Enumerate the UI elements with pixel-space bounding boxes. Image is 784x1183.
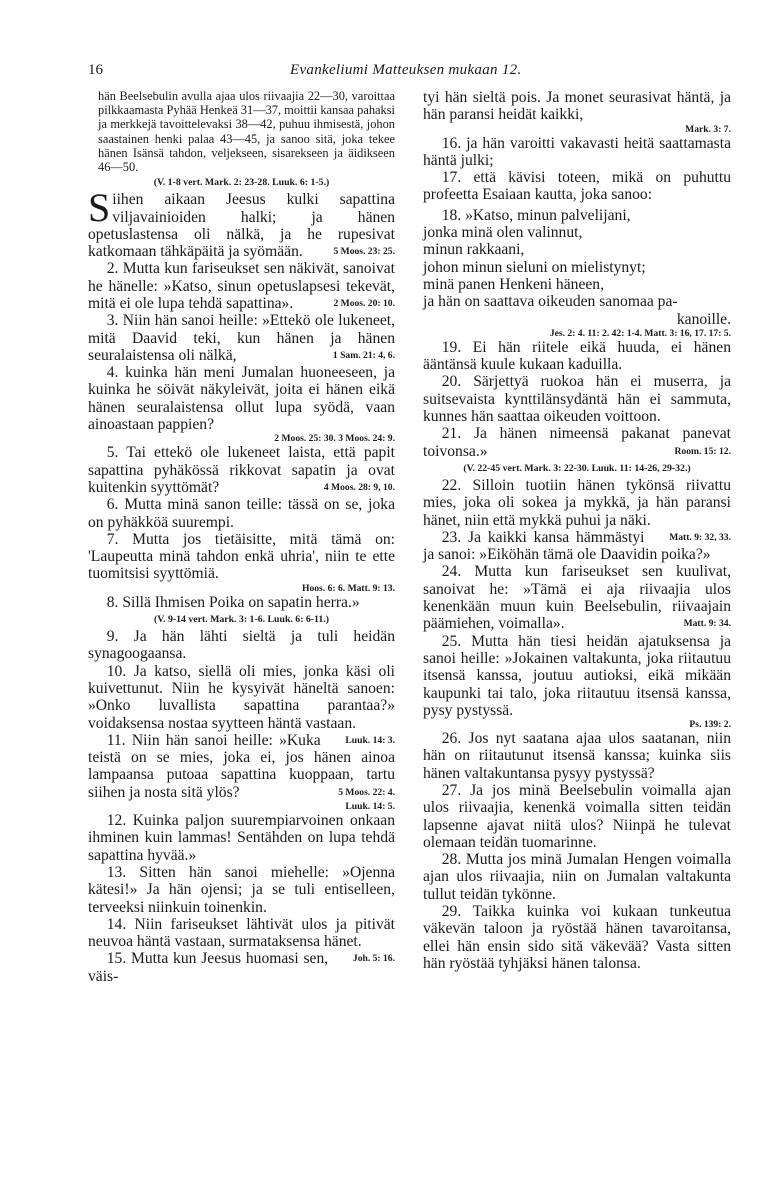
verse-14: 14. Niin fariseukset lähtivät ulos ja pitivät neuvoa häntä vastaan, surmataksensa hänet. Joh. 5: 16. [88, 916, 395, 951]
poem-line: minun rakkaani, [423, 241, 525, 259]
poem-line: ja hän on saattava oikeuden sanomaa pa- [423, 293, 678, 311]
verse-28: 28. Mutta jos minä Jumalan Hengen voimalla ajan ulos riivaajia, niin on Jumalan valtakunta tullut teidän tykönne. [423, 851, 731, 903]
verse-20: 20. Särjettyä ruokoa hän ei muserra, ja suitsevaista kynttilänsydäntä hän ei sammuta, kunnes hän saattaa oikeuden voittoon. [423, 373, 731, 426]
verse-11: 11. Niin hän sanoi heille: »Kuka teistä on se mies, joka ei, jos hänen ainoa lampaansa putoaa sapattina kuoppaan, tartu siihen ja nosta sitä ylös? 5 Moos. 22: 4. [88, 731, 395, 801]
verse-reference: Luuk. 14: 3. [345, 734, 395, 746]
verse-15-continued: tyi hän sieltä pois. Ja monet seurasivat häntä, ja hän paransi heidät kaikki, [423, 89, 731, 124]
verse-5: 5. Tai ettekö ole lukeneet laista, että papit sapattina pyhäkössä rikkovat sapatin ja ovat kuitenkin syyttömät? 4 Moos. 28: 9, 10. [88, 444, 395, 496]
page-number: 16 [88, 62, 103, 78]
verse-reference: Jes. 2: 4. 11: 2. 42: 1-4. Matt. 3: 16, 17. 17: 5. [549, 327, 731, 339]
verse-18-poem [423, 207, 731, 328]
verse-8: 8. Sillä Ihmisen Poika on sapatin herra.» [106, 593, 360, 611]
verse-19: 19. Ei hän riitele eikä huuda, ei hänen ääntänsä kuule kukaan kaduilla. [423, 338, 731, 374]
verse-13: 13. Sitten hän sanoi miehelle: »Ojenna kätesi!» Ja hän ojensi; ja se tuli entiselleen, terveeksi niinkuin toinenkin. [88, 863, 395, 916]
left-column [88, 89, 395, 985]
verse-26: 26. Jos nyt saatana ajaa ulos saatanan, niin hän on riitautunut itsensä kanssa; kuinka siis hänen valtakuntansa pysyy pystyssä? [423, 730, 731, 782]
cross-reference-heading: (V. 1-8 vert. Mark. 2: 23-28. Luuk. 6: 1-5.) [153, 177, 330, 189]
verse-25: 25. Mutta hän tiesi heidän ajatuksensa ja sanoi heille: »Jokainen valtakunta, joka riitautuu itsensä kanssa, joutuu autioksi, eikä mikään kaupunki tai talo, joka riitautuu itsensä kanssa, pysy pystyssä. [423, 632, 731, 719]
verse-27: 27. Ja jos minä Beelsebulin voimalla ajan ulos riivaajia, kenenkä voimalla sitten teidän lapsenne ajavat niitä ulos? Niinpä he tulevat olemaan teidän tuomarinne. [423, 781, 731, 851]
verse-1: Siihen aikaan Jeesus kulki sapattina viljavainioiden halki; ja hänen opetuslastensa oli nälkä, ja he rupesivat katkomaan tähkäpäitä ja syömään. 5 Moos. 23: 25. [88, 185, 395, 261]
poem-line: kanoille. [676, 310, 731, 328]
verse-reference: 2 Moos. 20: 10. [333, 298, 395, 309]
drop-cap: S [88, 185, 111, 231]
verse-10: 10. Ja katso, siellä oli mies, jonka käsi oli kuivettunut. Niin he kysyivät häneltä sanoen: »Onko luvallista sapattina parantaa?» voidaksensa nostaa syytteen häntä vastaan. Luuk. 14: 3. [88, 663, 395, 732]
right-column [423, 89, 731, 972]
verse-reference: Ps. 139: 2. [689, 719, 731, 731]
poem-line: 18. »Katso, minun palvelijani, [441, 206, 631, 224]
verse-12: 12. Kuinka paljon suurempiarvoinen onkaan ihminen kuin lammas! Sentähden on lupa tehdä sapattina hyvää.» [88, 812, 395, 864]
verse-reference: Luuk. 14: 5. [345, 801, 395, 813]
cross-reference-heading: (V. 22-45 vert. Mark. 3: 22-30. Luuk. 11: 14-26, 29-32.) [463, 462, 691, 474]
verse-reference: Hoos. 6: 6. Matt. 9: 13. [302, 582, 395, 594]
verse-reference: 5 Moos. 23: 25. [333, 246, 395, 258]
verse-reference: 4 Moos. 28: 9, 10. [323, 481, 395, 493]
poem-line: johon minun sieluni on mielistynyt; [423, 258, 646, 276]
verse-6: 6. Mutta minä sanon teille: tässä on se, joka on pyhäkköä suurempi. [88, 496, 395, 531]
poem-line: minä panen Henkeni häneen, [423, 275, 604, 293]
verse-29: 29. Taikka kuinka voi kukaan tunkeutua väkevän taloon ja ryöstää hänen tavaroitansa, ellei hän ensin sido sitä väkevää? Vasta sitten hän ryöstää tyhjäksi hänen talonsa. [423, 903, 731, 972]
verse-reference: Matt. 9: 34. [683, 618, 731, 630]
verse-3: 3. Niin hän sanoi heille: »Ettekö ole lukeneet, mitä Daavid teki, kun hänen ja hänen seuralaistensa oli nälkä, 1 Sam. 21: 4, 6. [88, 312, 395, 364]
verse-9: 9. Ja hän lähti sieltä ja tuli heidän synagoogaansa. [88, 628, 395, 663]
verse-reference: 2 Moos. 25: 30. 3 Moos. 24: 9. [274, 433, 395, 445]
verse-4: 4. kuinka hän meni Jumalan huoneeseen, ja kuinka he söivät näkyleivät, joita ei hänen eikä hänen seuralaistensa ollut lupa syödä, vaan ainoastaan pappien? [88, 364, 395, 434]
verse-22: 22. Silloin tuotiin hänen tykönsä riivattu mies, joka oli sokea ja mykkä, ja hän paransi hänet, niin että mykkä puhui ja näki. Matt. 9: 32, 33. [423, 477, 731, 529]
running-head: Evankeliumi Matteuksen mukaan 12. [290, 62, 522, 78]
verse-reference: 1 Sam. 21: 4, 6. [332, 349, 395, 361]
verse-21: 21. Ja hänen nimeensä pakanat panevat toivonsa.» Room. 15: 12. [423, 425, 731, 460]
verse-reference: Mark. 3: 7. [685, 123, 731, 135]
verse-reference: 5 Moos. 22: 4. [338, 786, 395, 798]
verse-16: 16. ja hän varoitti vakavasti heitä saattamasta häntä julki; [423, 134, 731, 169]
verse-7: 7. Mutta jos tietäisitte, mitä tämä on: 'Laupeutta minä tahdon enkä uhria', niin te ette tuomitsisi syyttömiä. [88, 530, 395, 583]
verse-reference: Matt. 9: 32, 33. [669, 531, 731, 543]
poem-line: jonka minä olen valinnut, [423, 224, 583, 242]
verse-reference: Joh. 5: 16. [352, 953, 395, 965]
verse-24: 24. Mutta kun fariseukset sen kuulivat, sanoivat he: »Tämä ei aja riivaajia ulos kenenkään muun kuin Beelsebulin, riivaajain päämiehen, voimalla». Matt. 9: 34. [423, 563, 731, 633]
chapter-summary: hän Beelsebulin avulla ajaa ulos riivaajia 22—30, varoittaa pilkkaamasta Pyhää Henkeä 31—37, moittii kansaa pahaksi ja merkkejä tavoittelevaksi 38—42, puhuu ihmisestä, johon saastainen henki palaa 43—45, ja sanoo sitä, joka tekee hänen Isänsä tahdon, veljekseen, sisarekseen ja äidikseen 46—50. [98, 89, 395, 175]
verse-15-start: 15. Mutta kun Jeesus huomasi sen, väis- [88, 950, 329, 985]
verse-17: 17. että kävisi toteen, mikä on puhuttu profeetta Esaiaan kautta, joka sanoo: [423, 169, 731, 204]
verse-23: 23. Ja kaikki kansa hämmästyi ja sanoi: »Eiköhän tämä ole Daavidin poika?» [423, 528, 711, 564]
cross-reference-heading: (V. 9-14 vert. Mark. 3: 1-6. Luuk. 6: 6-11.) [153, 614, 330, 626]
verse-2: 2. Mutta kun fariseukset sen näkivät, sanoivat he hänelle: »Katso, sinun opetuslapsesi tekevät, mitä ei ole lupa tehdä sapattina». 2 Moos. 20: 10. [88, 260, 395, 312]
verse-reference: Room. 15: 12. [674, 445, 731, 457]
